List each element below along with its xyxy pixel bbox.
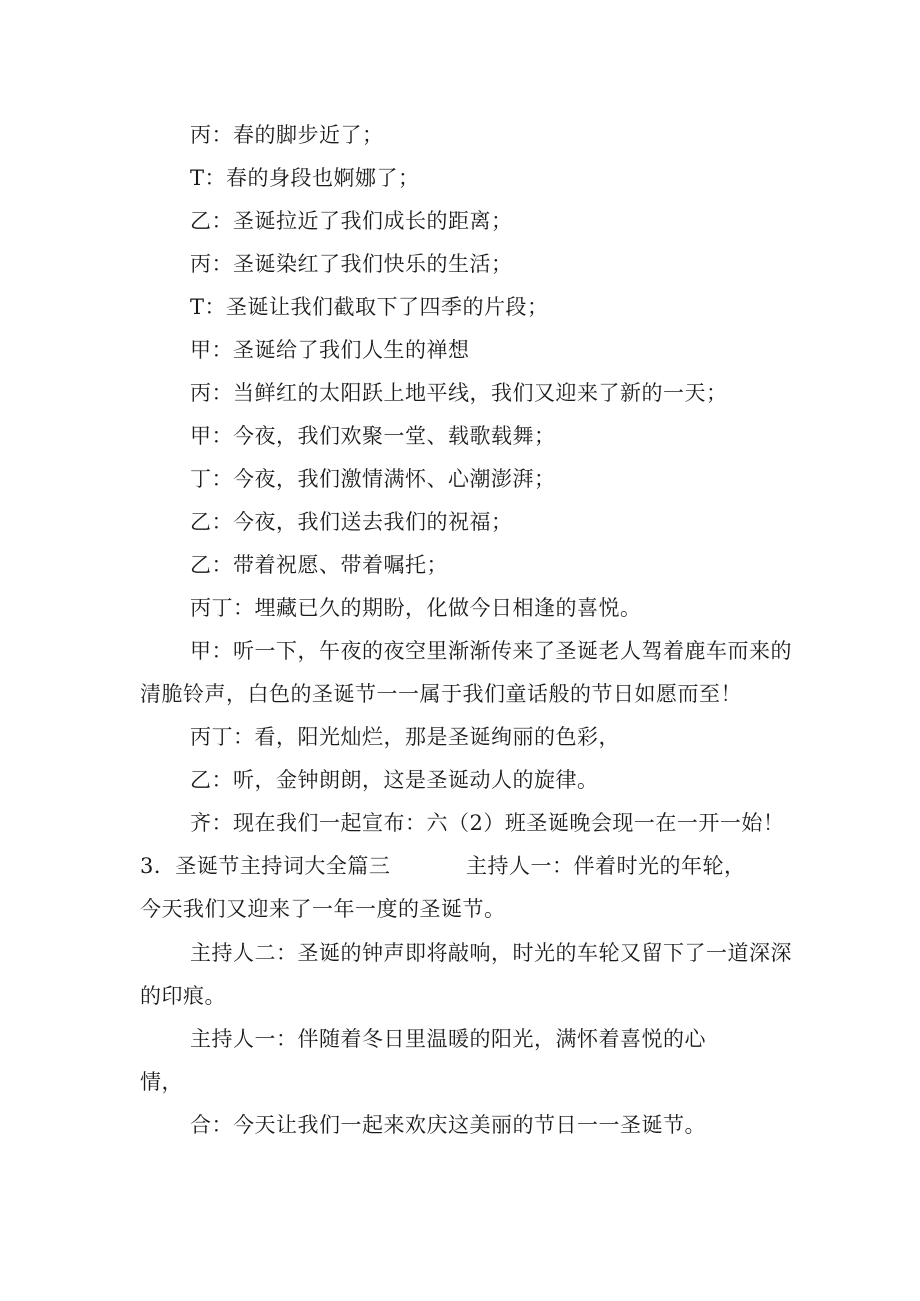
script-line: 乙：听，金钟朗朗，这是圣诞动人的旋律。: [190, 768, 599, 792]
script-line: 甲：听一下，午夜的夜空里渐渐传来了圣诞老人驾着鹿车而来的: [190, 639, 792, 663]
script-line: 乙：带着祝愿、带着嘱托；: [190, 553, 448, 577]
script-line: 丙丁：埋藏已久的期盼，化做今日相逢的喜悦。: [190, 596, 642, 620]
script-line: 情，: [140, 1070, 183, 1094]
script-line: 甲：圣诞给了我们人生的禅想: [190, 338, 470, 362]
script-line: 主持人一：伴着时光的年轮，: [466, 854, 746, 878]
script-line: 今天我们又迎来了一年一度的圣诞节。: [140, 897, 506, 921]
script-line: 的印痕。: [140, 984, 226, 1008]
script-line: 丙：当鲜红的太阳跃上地平线，我们又迎来了新的一天；: [190, 381, 728, 405]
script-line: 丙：春的脚步近了；: [190, 123, 384, 147]
script-line: T：圣诞让我们截取下了四季的片段；: [190, 295, 549, 319]
script-line: 乙：圣诞拉近了我们成长的距离；: [190, 209, 513, 233]
script-line: 主持人二：圣诞的钟声即将敲响，时光的车轮又留下了一道深深: [190, 941, 792, 965]
script-line: 丙丁：看，阳光灿烂，那是圣诞绚丽的色彩，: [190, 725, 620, 749]
script-line: 丙：圣诞染红了我们快乐的生活；: [190, 252, 513, 276]
script-line: T：春的身段也婀娜了；: [190, 166, 420, 190]
script-line: 丁：今夜，我们激情满怀、心潮澎湃；: [190, 467, 556, 491]
section-heading: 3．圣诞节主持词大全篇三: [140, 854, 391, 878]
script-line: 乙：今夜，我们送去我们的祝福；: [190, 510, 513, 534]
script-line: 清脆铃声，白色的圣诞节一一属于我们童话般的节日如愿而至！: [140, 682, 742, 706]
script-line: 合：今天让我们一起来欢庆这美丽的节日一一圣诞节。: [190, 1113, 706, 1137]
script-line: 齐：现在我们一起宣布：六（2）班圣诞晚会现一在一开一始！: [190, 811, 785, 835]
script-line: 主持人一：伴随着冬日里温暖的阳光，满怀着喜悦的心: [190, 1027, 706, 1051]
script-line: 甲：今夜，我们欢聚一堂、载歌载舞；: [190, 424, 556, 448]
